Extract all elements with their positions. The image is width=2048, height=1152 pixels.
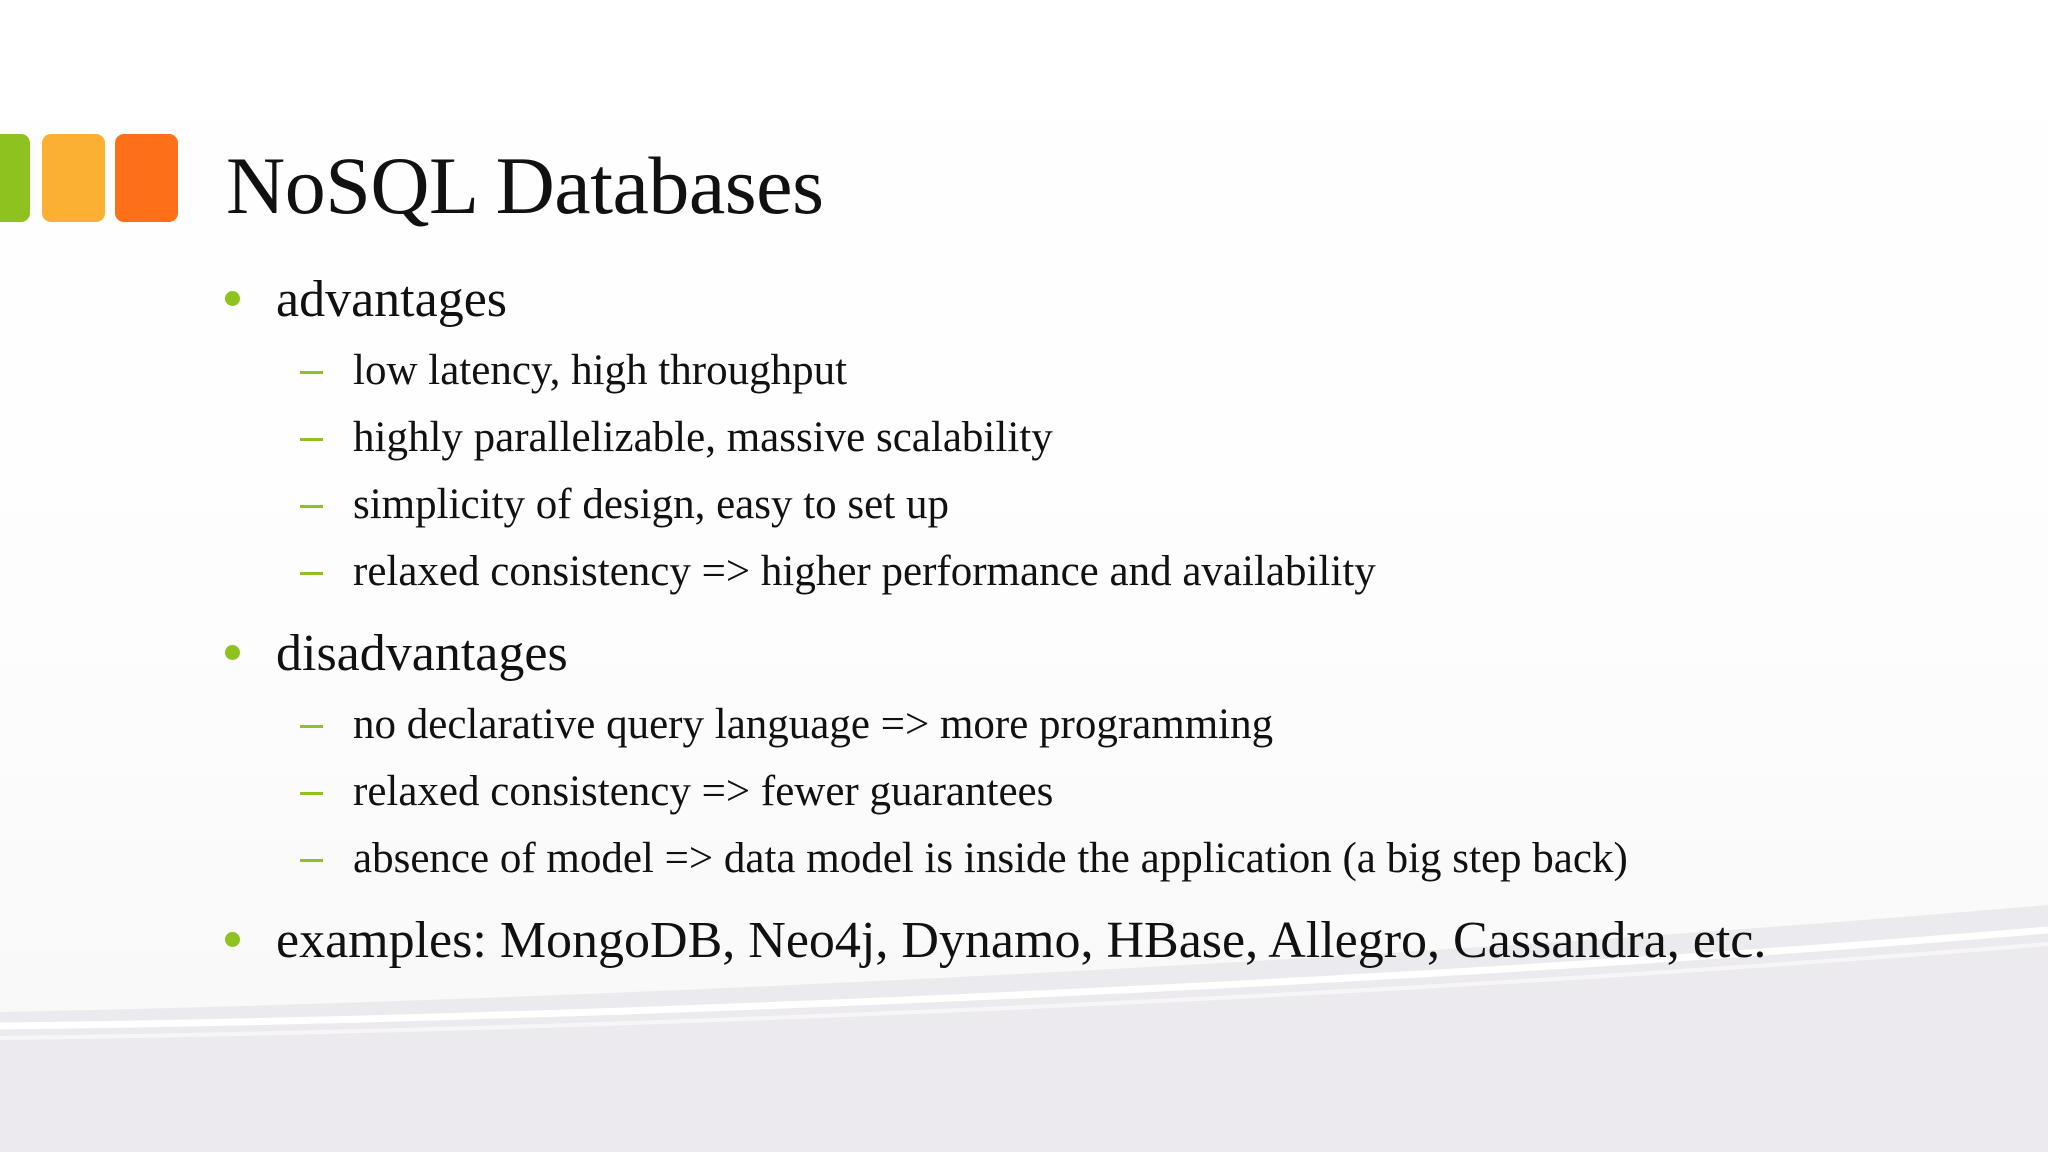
bullet-dot xyxy=(225,291,240,306)
bullet-dot xyxy=(225,645,240,660)
bullet-dot xyxy=(225,932,240,947)
dash-marker xyxy=(300,505,323,508)
sub-bullet-text: simplicity of design, easy to set up xyxy=(353,481,949,528)
sub-bullet-text: relaxed consistency => fewer guarantees xyxy=(353,768,1054,815)
sub-bullet-text: low latency, high throughput xyxy=(353,347,848,394)
sub-bullet-text: absence of model => data model is inside the application (a big step back) xyxy=(353,835,1628,882)
bullet-heading: disadvantages xyxy=(276,625,568,682)
sub-bullet-text: no declarative query language => more programming xyxy=(353,701,1274,748)
dash-marker xyxy=(300,859,323,862)
slide-title: NoSQL Databases xyxy=(226,140,824,231)
dash-marker xyxy=(300,438,323,441)
dash-marker xyxy=(300,572,323,575)
dash-marker xyxy=(300,371,323,374)
dash-marker xyxy=(300,792,323,795)
sub-bullet-text: relaxed consistency => higher performance and availability xyxy=(353,548,1376,595)
bullet-heading: examples: MongoDB, Neo4j, Dynamo, HBase, Allegro, Cassandra, etc. xyxy=(276,912,1767,969)
dash-marker xyxy=(300,725,323,728)
sub-bullet-text: highly parallelizable, massive scalability xyxy=(353,414,1053,461)
bullet-heading: advantages xyxy=(276,271,508,328)
